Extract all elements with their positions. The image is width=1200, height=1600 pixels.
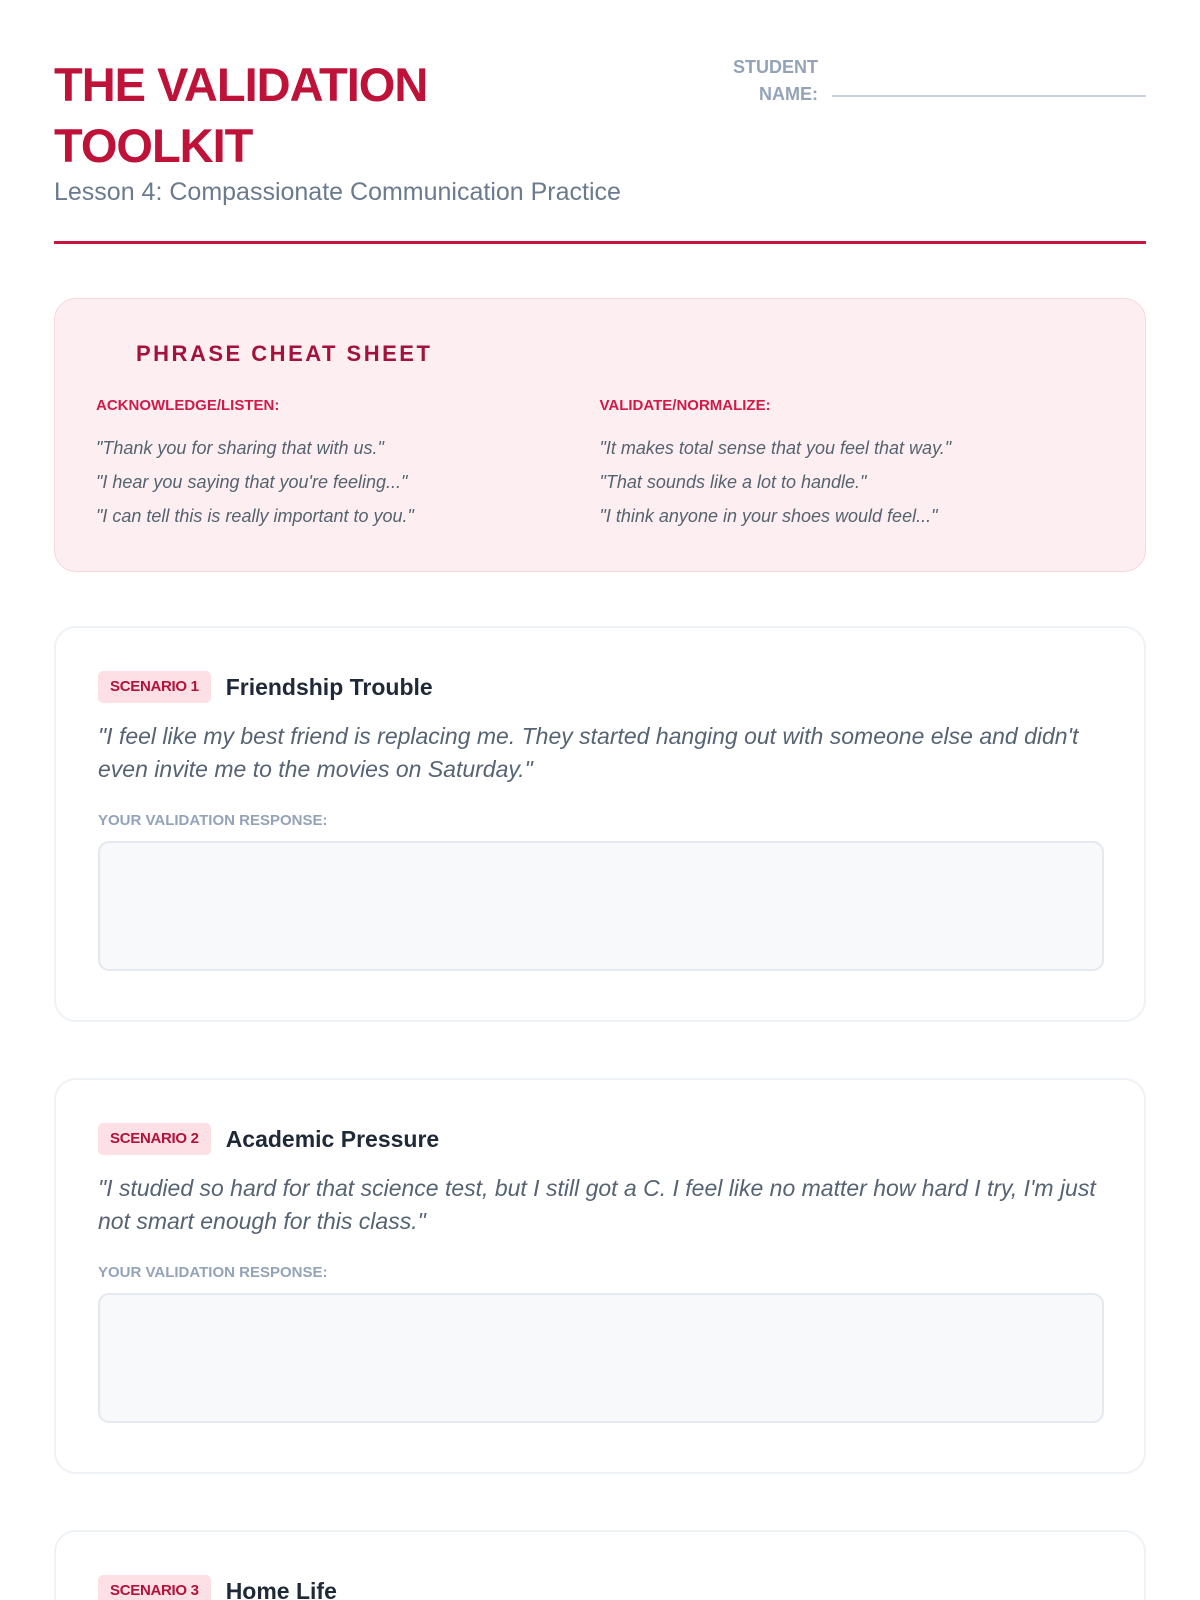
cheat-column-heading: VALIDATE/NORMALIZE: bbox=[599, 397, 771, 414]
student-name-label: STUDENT NAME: bbox=[733, 57, 818, 104]
scenario-title: Friendship Trouble bbox=[225, 673, 433, 700]
cheat-sheet-title: PHRASE CHEAT SHEET bbox=[136, 341, 433, 366]
cheat-sheet-columns bbox=[96, 397, 1103, 533]
scenario-badge: SCENARIO 3 bbox=[98, 1575, 211, 1600]
scenario-card-1 bbox=[54, 626, 1146, 1022]
phrase-item: "That sounds like a lot to handle." bbox=[599, 472, 867, 492]
phrase-item: "Thank you for sharing that with us." bbox=[96, 438, 384, 458]
cheat-column-acknowledge bbox=[96, 397, 600, 533]
phrase-item: "I think anyone in your shoes would feel..." bbox=[599, 506, 938, 526]
scenario-title: Academic Pressure bbox=[225, 1125, 440, 1152]
phrase-item: "It makes total sense that you feel that way." bbox=[599, 438, 952, 458]
scenario-badge: SCENARIO 2 bbox=[98, 1123, 211, 1155]
cheat-column-heading: ACKNOWLEDGE/LISTEN: bbox=[96, 397, 280, 414]
scenario-header bbox=[98, 670, 1102, 704]
scenario-header bbox=[98, 1574, 1102, 1600]
scenario-card-3 bbox=[54, 1530, 1146, 1600]
student-name-line[interactable] bbox=[832, 95, 1146, 97]
header bbox=[54, 0, 1146, 244]
response-label: YOUR VALIDATION RESPONSE: bbox=[98, 812, 328, 829]
cheat-column-validate bbox=[600, 397, 1104, 533]
scenario-quote: "I studied so hard for that science test, but I still got a C. I feel like no matter how hard I try, I'm just not smart enough for this class." bbox=[98, 1175, 1096, 1234]
scenario-title: Home Life bbox=[225, 1577, 337, 1600]
scenario-header bbox=[98, 1122, 1102, 1156]
scenario-badge: SCENARIO 1 bbox=[98, 671, 211, 703]
response-textarea[interactable] bbox=[98, 841, 1104, 971]
scenario-card-2 bbox=[54, 1078, 1146, 1474]
student-name-field bbox=[708, 54, 1146, 108]
phrase-item: "I can tell this is really important to you." bbox=[96, 506, 414, 526]
scenario-quote: "I feel like my best friend is replacing me. They started hanging out with someone else and didn't even invite me to the movies on Saturday." bbox=[98, 723, 1079, 782]
phrase-item: "I hear you saying that you're feeling..." bbox=[96, 472, 408, 492]
page-title: THE VALIDATION TOOLKIT bbox=[54, 58, 428, 172]
page-subtitle: Lesson 4: Compassionate Communication Practice bbox=[54, 178, 621, 206]
response-textarea[interactable] bbox=[98, 1293, 1104, 1423]
phrase-cheat-sheet bbox=[54, 298, 1146, 572]
response-label: YOUR VALIDATION RESPONSE: bbox=[98, 1264, 328, 1281]
